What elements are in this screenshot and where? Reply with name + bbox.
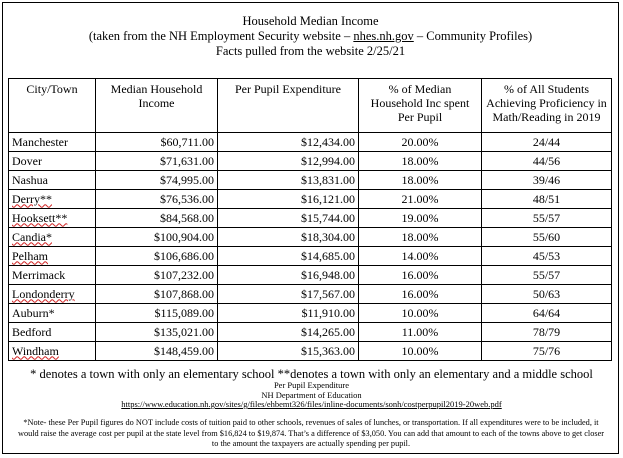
- title-line-2: [3, 29, 618, 44]
- header-expenditure: Per Pupil Expenditure: [218, 79, 359, 133]
- cell-income: $71,631.00: [96, 152, 218, 171]
- cell-city: Merrimack: [9, 266, 96, 285]
- source-citation: [3, 381, 620, 410]
- table-row: [9, 247, 612, 266]
- cell-proficiency: 39/46: [482, 171, 612, 190]
- income-table: [8, 78, 612, 361]
- cell-expenditure: $12,994.00: [218, 152, 359, 171]
- table-row: [9, 190, 612, 209]
- document-page: [2, 2, 619, 454]
- table-row: [9, 133, 612, 152]
- cell-proficiency: 50/63: [482, 285, 612, 304]
- header-proficiency: % of All Students Achieving Proficiency in Math/Reading in 2019: [482, 79, 612, 133]
- nhes-link[interactable]: nhes.nh.gov: [353, 29, 414, 43]
- cell-city: [9, 190, 96, 209]
- cell-city: Bedford: [9, 323, 96, 342]
- source-line-2: NH Department of Education: [261, 389, 362, 400]
- cell-city: [9, 228, 96, 247]
- table-row: [9, 323, 612, 342]
- cell-income: $115,089.00: [96, 304, 218, 323]
- cell-proficiency: 24/44: [482, 133, 612, 152]
- header-city: City/Town: [9, 79, 96, 133]
- cell-income: $84,568.00: [96, 209, 218, 228]
- title-line-3: Facts pulled from the website 2/25/21: [215, 44, 406, 58]
- cell-city: [9, 247, 96, 266]
- cell-expenditure: $12,434.00: [218, 133, 359, 152]
- cell-city: [9, 342, 96, 361]
- cell-expenditure: $16,121.00: [218, 190, 359, 209]
- source-url-link[interactable]: https://www.education.nh.gov/sites/g/files/ehbemt326/files/inline-documents/sonh/costperpupil2019-20web.pdf: [121, 399, 502, 409]
- table-row: [9, 228, 612, 247]
- spellcheck-city: Candia*: [12, 229, 52, 244]
- cell-proficiency: 55/57: [482, 266, 612, 285]
- cell-percent: 21.00%: [359, 190, 482, 209]
- spellcheck-city: Pelham: [12, 248, 48, 263]
- table-row: [9, 152, 612, 171]
- cell-proficiency: 64/64: [482, 304, 612, 323]
- cell-city: [9, 209, 96, 228]
- cell-percent: 18.00%: [359, 171, 482, 190]
- cell-percent: 10.00%: [359, 342, 482, 361]
- cell-proficiency: 44/56: [482, 152, 612, 171]
- cell-expenditure: $18,304.00: [218, 228, 359, 247]
- cell-proficiency: 55/60: [482, 228, 612, 247]
- cell-percent: 20.00%: [359, 133, 482, 152]
- cell-income: $135,021.00: [96, 323, 218, 342]
- cell-income: $76,536.00: [96, 190, 218, 209]
- cell-city: Manchester: [9, 133, 96, 152]
- table-row: [9, 209, 612, 228]
- cell-expenditure: $15,744.00: [218, 209, 359, 228]
- cell-proficiency: 78/79: [482, 323, 612, 342]
- table-row: [9, 304, 612, 323]
- cell-income: $100,904.00: [96, 228, 218, 247]
- cell-proficiency: 45/53: [482, 247, 612, 266]
- cell-percent: 18.00%: [359, 152, 482, 171]
- cell-city: Nashua: [9, 171, 96, 190]
- spellcheck-city: Londonderry: [12, 286, 75, 301]
- document-title: [3, 3, 618, 59]
- table-row: [9, 285, 612, 304]
- cell-income: $148,459.00: [96, 342, 218, 361]
- spellcheck-city: Windham: [12, 343, 59, 358]
- cell-income: $107,868.00: [96, 285, 218, 304]
- table-row: [9, 266, 612, 285]
- spellcheck-city: Hooksett**: [12, 210, 68, 225]
- cell-city: [9, 285, 96, 304]
- cell-expenditure: $15,363.00: [218, 342, 359, 361]
- cell-percent: 18.00%: [359, 228, 482, 247]
- cell-percent: 14.00%: [359, 247, 482, 266]
- cell-percent: 16.00%: [359, 266, 482, 285]
- cell-expenditure: $16,948.00: [218, 266, 359, 285]
- cell-city: Dover: [9, 152, 96, 171]
- title-line-2-suffix: – Community Profiles): [413, 29, 533, 43]
- legend-text: * denotes a town with only an elementary school **denotes a town with only an elementary and a middle school: [30, 367, 593, 381]
- table-header-row: [9, 79, 612, 133]
- cell-percent: 19.00%: [359, 209, 482, 228]
- table-row: [9, 342, 612, 361]
- cell-proficiency: 75/76: [482, 342, 612, 361]
- cell-income: $107,232.00: [96, 266, 218, 285]
- cell-percent: 10.00%: [359, 304, 482, 323]
- cell-expenditure: $13,831.00: [218, 171, 359, 190]
- title-line-2-prefix: (taken from the NH Employment Security website –: [88, 29, 354, 43]
- cell-expenditure: $11,910.00: [218, 304, 359, 323]
- cell-income: $106,686.00: [96, 247, 218, 266]
- cell-income: $74,995.00: [96, 171, 218, 190]
- cell-proficiency: 48/51: [482, 190, 612, 209]
- header-percent: % of Median Household Inc spent Per Pupil: [359, 79, 482, 133]
- spellcheck-city: Derry**: [12, 191, 52, 206]
- title-line-1: Household Median Income: [242, 14, 379, 28]
- cell-expenditure: $14,265.00: [218, 323, 359, 342]
- cell-expenditure: $14,685.00: [218, 247, 359, 266]
- cell-proficiency: 55/57: [482, 209, 612, 228]
- cell-expenditure: $17,567.00: [218, 285, 359, 304]
- cell-percent: 11.00%: [359, 323, 482, 342]
- cell-income: $60,711.00: [96, 133, 218, 152]
- header-income: Median Household Income: [96, 79, 218, 133]
- table-row: [9, 171, 612, 190]
- footnote-text: *Note- these Per Pupil figures do NOT include costs of tuition paid to other schools, revenues of sales of lunches, or transportation. If all expenditures were to be included, it would raise the average cost per pupil at the state level from $16,824 to $19,874. That’s a difference of $3,050. You can add that amount to each of the towns above to get closer to the amount the taxpayers are actually spending per pupil.: [17, 418, 605, 448]
- cell-percent: 16.00%: [359, 285, 482, 304]
- cell-city: Auburn*: [9, 304, 96, 323]
- source-line-1: Per Pupil Expenditure: [273, 380, 350, 390]
